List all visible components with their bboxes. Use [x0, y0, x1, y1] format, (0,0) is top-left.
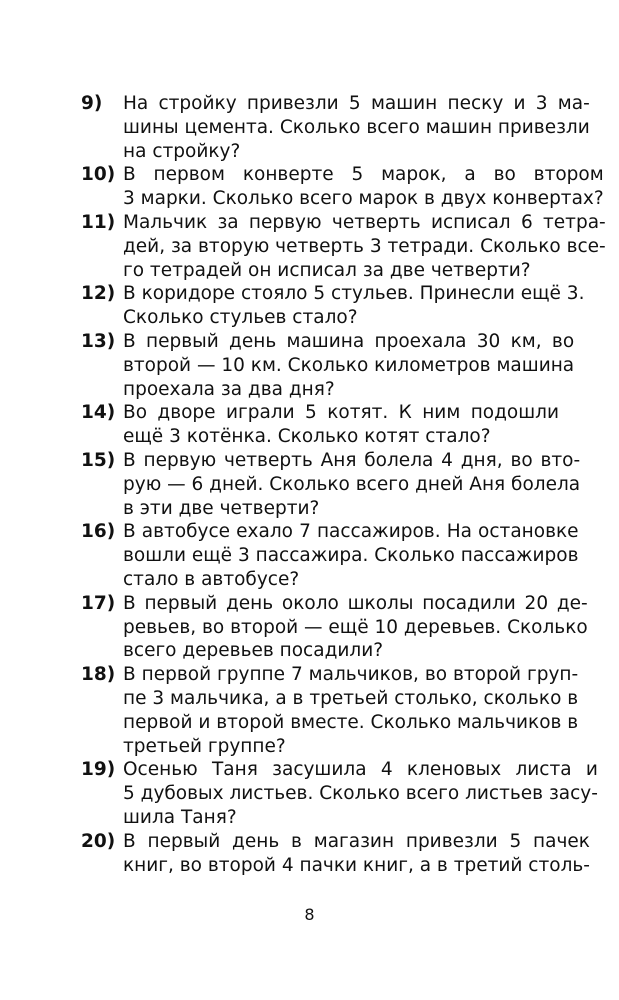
- problem-text-line: В первый день около школы посадили 20 де-: [123, 592, 588, 614]
- problem-number: 11): [81, 211, 116, 233]
- problem-text: [123, 401, 559, 449]
- problem-number: 13): [81, 330, 116, 352]
- problem-item: [81, 330, 575, 401]
- problem-number: 10): [81, 164, 116, 186]
- problem-text: [123, 211, 606, 282]
- problem-item: [81, 663, 579, 758]
- problem-text-line: В первую четверть Аня болела 4 дня, во вто-: [123, 449, 581, 471]
- problem-number: 14): [81, 402, 116, 424]
- problem-text-line: Осенью Таня засушила 4 кленовых листа и: [123, 759, 598, 781]
- problem-text-line: 5 дубовых листьев. Сколько всего листьев засу-: [123, 783, 598, 805]
- problem-text-line: 3 марки. Сколько всего марок в двух конвертах?: [123, 188, 604, 210]
- problem-number: 19): [81, 759, 116, 781]
- problem-number: 9): [81, 93, 103, 114]
- problem-text: [123, 520, 579, 591]
- problem-text-line: всего деревьев посадили?: [123, 640, 384, 662]
- problem-number: 18): [81, 664, 116, 686]
- problem-item: [81, 449, 581, 520]
- problem-text-line: В первый день машина проехала 30 км, во: [123, 330, 575, 352]
- problem-number: 17): [81, 592, 116, 614]
- problem-number: 20): [81, 830, 116, 852]
- page-number: 8: [304, 905, 315, 924]
- problem-text-line: На стройку привезли 5 машин песку и 3 ма-: [123, 93, 590, 114]
- problem-text: [123, 92, 590, 163]
- problem-text-line: В первой группе 7 мальчиков, во второй груп-: [123, 664, 579, 686]
- problem-text-line: третьей группе?: [123, 735, 286, 757]
- problem-text-line: дей, за вторую четверть 3 тетради. Сколько все-: [123, 235, 606, 257]
- problem-text-line: ревьев, во второй — ещё 10 деревьев. Сколько: [123, 616, 588, 638]
- problem-number: 15): [81, 449, 116, 471]
- problem-text-line: го тетрадей он исписал за две четверти?: [123, 259, 531, 281]
- problem-text-line: Сколько стульев стало?: [123, 307, 358, 329]
- problem-text: [123, 592, 588, 663]
- problem-number: 16): [81, 521, 116, 543]
- problem-item: [81, 592, 588, 663]
- problem-text-line: на стройку?: [123, 140, 241, 162]
- problem-text-line: второй — 10 км. Сколько километров машина: [123, 354, 575, 376]
- problem-text-line: В первом конверте 5 марок, а во втором: [123, 164, 604, 186]
- problem-text-line: В первый день в магазин привезли 5 пачек: [123, 830, 590, 852]
- problem-text-line: рую — 6 дней. Сколько всего дней Аня болела: [123, 473, 581, 495]
- problem-text: [123, 163, 604, 211]
- problem-text: [123, 758, 598, 829]
- problem-text: [123, 330, 574, 401]
- problem-text-line: в эти две четверти?: [123, 497, 320, 519]
- problem-item: [81, 92, 590, 163]
- problem-text-line: шины цемента. Сколько всего машин привезли: [123, 116, 590, 138]
- problem-text-line: Во дворе играли 5 котят. К ним подошли: [123, 402, 559, 424]
- problem-item: [81, 163, 604, 211]
- problem-text: [123, 282, 584, 330]
- problem-text-line: проехала за два дня?: [123, 378, 335, 400]
- problem-list: [81, 92, 606, 877]
- problem-text-line: В автобусе ехало 7 пассажиров. На остановке: [123, 521, 579, 543]
- problem-text-line: вошли ещё 3 пассажира. Сколько пассажиров: [123, 545, 579, 567]
- problem-text: [123, 830, 590, 878]
- problem-text-line: первой и второй вместе. Сколько мальчиков в: [123, 711, 579, 733]
- problem-text-line: стало в автобусе?: [123, 568, 300, 590]
- problem-item: [81, 211, 606, 282]
- problem-item: [81, 830, 590, 878]
- problem-text-line: книг, во второй 4 пачки книг, а в третий столь-: [123, 854, 590, 876]
- problem-item: [81, 520, 579, 591]
- problem-item: [81, 401, 559, 449]
- problem-text-line: ещё 3 котёнка. Сколько котят стало?: [123, 426, 491, 448]
- problem-item: [81, 282, 585, 330]
- problem-item: [81, 758, 598, 829]
- problem-text: [123, 449, 580, 520]
- problem-text-line: Мальчик за первую четверть исписал 6 тетра-: [123, 211, 606, 233]
- problem-number: 12): [81, 283, 116, 305]
- problem-text-line: шила Таня?: [123, 806, 237, 828]
- problem-text: [123, 663, 578, 758]
- problem-text-line: В коридоре стояло 5 стульев. Принесли ещё 3.: [123, 283, 585, 305]
- problem-text-line: пе 3 мальчика, а в третьей столько, сколько в: [123, 687, 579, 709]
